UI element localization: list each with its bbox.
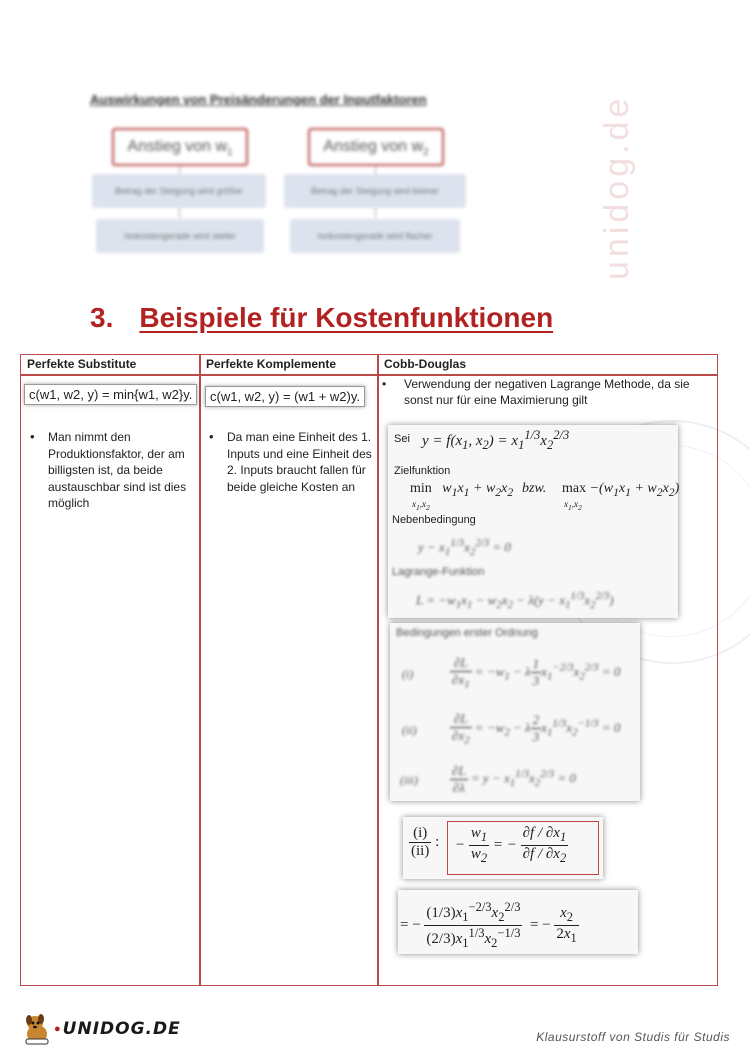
result-panel xyxy=(398,890,638,954)
objective-function: $\min w_1x_1 + w_2x_2$ xyxy=(410,481,514,499)
connector xyxy=(375,208,376,218)
section-number: 3. xyxy=(90,302,114,333)
condition-label-ii: (ii) xyxy=(402,723,417,737)
watermark-text: unidog.de xyxy=(598,94,636,280)
paw-icon: ● xyxy=(54,1023,61,1035)
diagram-box-w2-label: Anstieg von w xyxy=(323,138,424,155)
condition-label-i: (i) xyxy=(402,667,414,681)
ratio-labels: $\frac{(i)}{(ii)}$ : xyxy=(411,825,440,859)
complements-bullet: • Da man eine Einheit des 1. Inputs und eine Einheit des 2. Inputs braucht fallen für beide gleiche Kosten an xyxy=(205,429,375,495)
column-divider xyxy=(199,355,201,985)
brand-name: UNIDOG.DE xyxy=(62,1019,181,1039)
header-complements: Perfekte Komplemente xyxy=(206,357,337,371)
section-heading xyxy=(90,302,553,334)
condition-i: $\frac{\partial L}{\partial x_1}$ = $-w_1 - \lambda$ $\frac{1}{3}$ $x_1^{-2/3}x_2^{2/3} = 0$ xyxy=(452,655,621,691)
condition-label-iii: (iii) xyxy=(400,773,418,787)
diagram-box-w2 xyxy=(308,128,444,166)
dog-mascot-icon xyxy=(22,1012,54,1046)
diagram-title: Auswirkungen von Preisänderungen der Inputfaktoren xyxy=(90,92,427,107)
label-bzw: bzw. xyxy=(522,481,547,496)
diagram-step-w1-1: Betrag der Steigung wird größer xyxy=(92,174,266,208)
substitutes-cost-formula: c(w1, w2, y) = min{w1, w2}y. xyxy=(24,384,197,405)
ratio-panel xyxy=(403,817,603,879)
max-objective: $\max -(w_1x_1 + w_2x_2)$ xyxy=(562,481,680,499)
label-lagrange: Lagrange-Funktion xyxy=(392,566,485,578)
diagram-box-w1-sub: 1 xyxy=(227,147,233,159)
mrs-equation: − $\frac{w_1}{w_2}$ = − $\frac{\partial f / \partial x_1}{\partial f / \partial x_2}$ xyxy=(455,825,567,865)
condition-iii: $\frac{\partial L}{\partial\lambda}$ = $y - x_1^{1/3}x_2^{2/3} = 0$ xyxy=(452,763,576,795)
min-subscript: $x_1,x_2$ xyxy=(412,499,430,512)
label-bedingungen: Bedingungen erster Ordnung xyxy=(396,627,538,639)
constraint: $y - x_1^{1/3}x_2^{2/3} = 0$ xyxy=(418,537,511,558)
lagrange-setup-panel xyxy=(388,425,678,618)
cobb-douglas-bullet-text: Verwendung der negativen Lagrange Methode, da sie sonst nur für eine Maximierung gilt xyxy=(404,377,690,407)
footer-tagline: Klausurstoff von Studis für Studis xyxy=(536,1030,730,1044)
column-divider xyxy=(377,355,379,985)
diagram-box-w2-sub: 2 xyxy=(423,147,429,159)
diagram-box-w1-label: Anstieg von w xyxy=(127,138,228,155)
label-sei: Sei xyxy=(394,433,410,445)
connector xyxy=(179,166,180,174)
header-cobb-douglas: Cobb-Douglas xyxy=(384,357,466,371)
diagram-box-w1 xyxy=(112,128,248,166)
label-nebenbedingung: Nebenbedingung xyxy=(392,514,476,526)
first-order-conditions-panel xyxy=(390,623,640,801)
complements-cost-formula: c(w1, w2, y) = (w1 + w2)y. xyxy=(205,386,365,407)
diagram-step-w2-2: Isokostengerade wird flacher xyxy=(290,219,460,253)
section-title: Beispiele für Kostenfunktionen xyxy=(139,302,554,333)
connector xyxy=(179,208,180,218)
header-substitutes: Perfekte Substitute xyxy=(27,357,137,371)
label-zielfunktion: Zielfunktion xyxy=(394,465,451,477)
bullet-dot: • xyxy=(382,377,387,391)
substitutes-bullet: • Man nimmt den Produktionsfaktor, der am billigsten ist, da beide austauschbar sind ist dies möglich xyxy=(26,429,194,512)
diagram-step-w2-1: Betrag der Steigung wird kleiner xyxy=(284,174,466,208)
substitutes-bullets xyxy=(26,429,194,512)
condition-ii: $\frac{\partial L}{\partial x_2}$ = $-w_2 - \lambda$ $\frac{2}{3}$ $x_1^{1/3}x_2^{-1/3} = 0$ xyxy=(452,711,621,747)
connector xyxy=(375,166,376,174)
production-function: $y = f(x_1$, $x_2) = x_1^{1/3}x_2^{2/3}$ xyxy=(422,428,570,452)
cobb-douglas-bullet xyxy=(382,376,712,408)
complements-bullets xyxy=(205,429,375,495)
unidog-logo[interactable] xyxy=(22,1012,181,1046)
result-equation: = − $\frac{(1/3)x_1^{-2/3}x_2^{2/3}}{(2/3)x_1^{1/3}x_2^{-1/3}}$ = − $\frac{x_2}{2x_1}$ xyxy=(400,900,577,950)
lagrange-function: $L = -w_1x_1 - w_2x_2 - \lambda(y - x_1^{1/3}x_2^{2/3})$ xyxy=(416,590,614,611)
max-subscript: $x_1,x_2$ xyxy=(564,499,582,512)
diagram-step-w1-2: Isokostengerade wird steiler xyxy=(96,219,264,253)
